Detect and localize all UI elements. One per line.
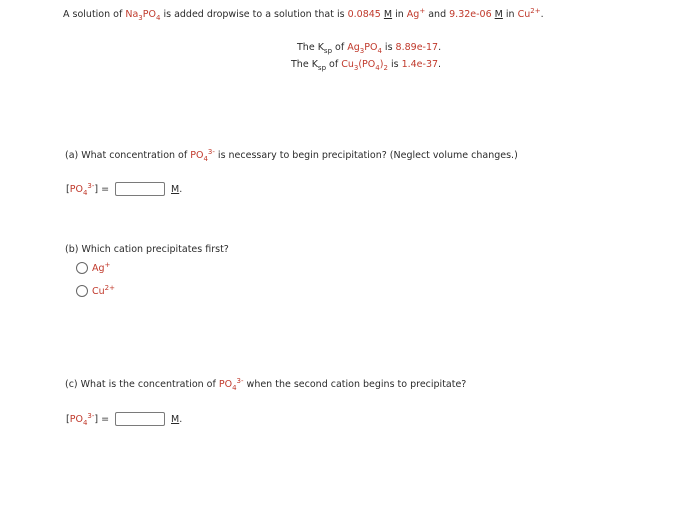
- intro-part: .: [540, 9, 544, 20]
- question-text: when the second cation begins to precipitate?: [243, 379, 467, 390]
- ag-concentration: 0.0845: [347, 9, 381, 20]
- part-b-question: [65, 244, 229, 255]
- radio-cu-label: [92, 283, 115, 297]
- radio-ag[interactable]: [76, 262, 88, 274]
- question-text: is necessary to begin precipitation? (Neglect volume changes.): [214, 150, 518, 161]
- ion-part: Cu: [92, 286, 105, 297]
- ion-sub: 4: [232, 383, 237, 392]
- formula-part: PO: [364, 42, 378, 53]
- ksp-label: The K: [291, 59, 318, 70]
- ion-charge: 3-: [87, 411, 95, 420]
- silver-ion: [406, 6, 426, 20]
- formula-part: Na: [125, 9, 139, 20]
- ion-charge: +: [419, 6, 426, 15]
- formula-sub: 3: [138, 13, 143, 22]
- ksp-text: of: [332, 42, 348, 53]
- ion-part: Cu: [517, 9, 531, 20]
- formula-part: PO: [142, 9, 156, 20]
- part-c-answer-input[interactable]: [115, 412, 165, 426]
- ksp-label: The K: [297, 42, 324, 53]
- ion-charge: 3-: [87, 181, 95, 190]
- phosphate-ion: [190, 147, 215, 163]
- ion-part: Ag: [92, 263, 105, 274]
- bracket: [: [66, 184, 70, 195]
- ion-part: PO: [218, 379, 233, 390]
- part-a-unit: [171, 184, 182, 195]
- formula-part: Ag: [347, 42, 360, 53]
- bracket: [: [66, 414, 70, 425]
- bracket: ] =: [94, 184, 110, 195]
- part-a-question: [65, 147, 518, 163]
- ion-charge: 3-: [207, 147, 215, 156]
- bracket: ] =: [94, 414, 110, 425]
- unit-period: .: [179, 184, 183, 195]
- ksp-text: is: [381, 42, 396, 53]
- ksp-sub: sp: [323, 46, 333, 55]
- part-c-answer-label: [66, 411, 110, 427]
- copper-phosphate-formula: [341, 59, 388, 70]
- copper-ion: [517, 6, 541, 20]
- ion-sub: 4: [82, 418, 88, 427]
- intro-part: A solution of: [63, 9, 126, 20]
- unit-period: .: [179, 414, 183, 425]
- ksp-ag-value: 8.89e-17: [395, 42, 439, 53]
- ion-part: PO: [190, 150, 204, 161]
- formula-sub: 4: [155, 13, 161, 22]
- molar-unit: M: [494, 9, 503, 20]
- formula-sub: 4: [375, 63, 380, 72]
- question-text: (c) What is the concentration of: [65, 379, 219, 390]
- ksp-text: .: [438, 59, 442, 70]
- ion-charge: 2+: [104, 283, 115, 292]
- ion-charge: 3-: [236, 376, 244, 385]
- question-text: (a) What concentration of: [65, 150, 191, 161]
- unit-m: M: [171, 414, 180, 425]
- intro-part: in: [392, 9, 407, 20]
- ksp-sub: sp: [317, 63, 327, 72]
- ksp-ag-line: [297, 42, 441, 53]
- phosphate-ion: [69, 181, 95, 197]
- molar-unit: M: [383, 9, 393, 20]
- radio-ag-label: [92, 260, 111, 274]
- ion-sub: 4: [203, 154, 208, 163]
- formula-part: Cu: [341, 59, 354, 70]
- ksp-text: is: [387, 59, 402, 70]
- phosphate-ion: [69, 411, 95, 427]
- ksp-text: .: [438, 42, 442, 53]
- intro-part: is added dropwise to a solution that is: [160, 9, 348, 20]
- part-a-answer-input[interactable]: [115, 182, 165, 196]
- intro-part: in: [502, 9, 518, 20]
- question-text: (b) Which cation precipitates first?: [65, 244, 229, 255]
- ion-sub: 4: [82, 188, 88, 197]
- formula-part: ): [379, 59, 384, 70]
- ion-charge: +: [104, 260, 111, 269]
- formula-sub: 4: [377, 46, 382, 55]
- formula-sub: 3: [359, 46, 365, 55]
- cu-concentration: 9.32e-06: [449, 9, 492, 20]
- ksp-cu-line: [291, 59, 441, 70]
- part-c-question: [65, 376, 467, 392]
- ksp-cu-value: 1.4e-37: [401, 59, 439, 70]
- ion-charge: 2+: [530, 6, 541, 15]
- part-c-unit: [171, 414, 182, 425]
- unit-m: M: [171, 184, 180, 195]
- radio-cu[interactable]: [76, 285, 88, 297]
- sodium-phosphate-formula: [125, 9, 160, 20]
- ksp-text: of: [326, 59, 342, 70]
- ion-part: PO: [69, 184, 83, 195]
- formula-sub: 2: [383, 63, 388, 72]
- formula-sub: 3: [353, 63, 359, 72]
- ion-part: Ag: [406, 9, 420, 20]
- formula-part: (PO: [358, 59, 376, 70]
- intro-part: and: [425, 9, 450, 20]
- ion-part: PO: [69, 414, 83, 425]
- silver-phosphate-formula: [347, 42, 382, 53]
- phosphate-ion: [218, 376, 244, 392]
- intro-text: [63, 6, 544, 22]
- part-a-answer-label: [66, 181, 110, 197]
